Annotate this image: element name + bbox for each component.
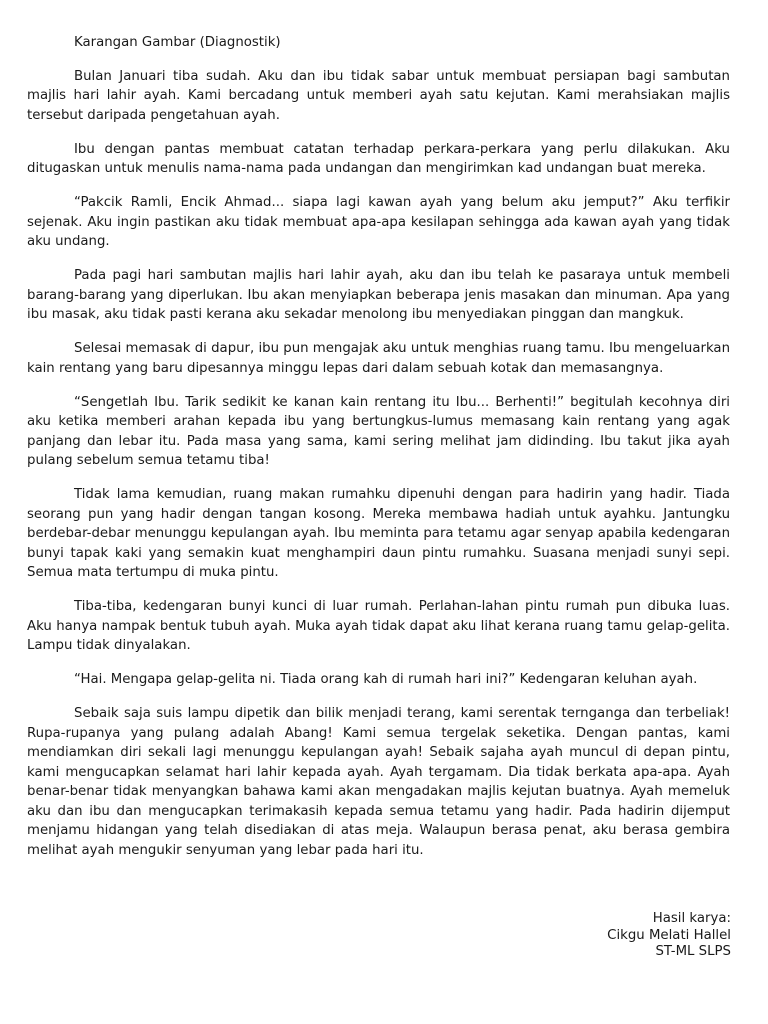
signature-label: Hasil karya: (652, 911, 731, 926)
paragraph-8: Tiba-tiba, kedengaran bunyi kunci di luar rumah. Perlahan-lahan pintu rumah pun dibuka luas. Aku hanya nampak bentuk tubuh ayah. Muka ayah tidak dapat aku lihat kerana ruang tamu gelap-gelita. Lampu tidak dinyalakan. (27, 599, 730, 653)
paragraph-5: Selesai memasak di dapur, ibu pun mengajak aku untuk menghias ruang tamu. Ibu mengeluarkan kain rentang yang baru dipesannya minggu lepas dari dalam sebuah kotak dan memasangnya. (27, 341, 730, 376)
signature-organization: ST-ML SLPS (655, 944, 731, 959)
paragraph-6: “Sengetlah Ibu. Tarik sedikit ke kanan kain rentang itu Ibu... Berhenti!” begitulah kecohnya diri aku ketika memberi arahan kepada ibu yang bertungkus-lumus memasang kain rentang yang agak panjang dan lebar itu. Pada masa yang sama, kami sering melihat jam didinding. Ibu takut jika ayah pulang sebelum semua tetamu tiba! (27, 394, 730, 468)
paragraph-2: Ibu dengan pantas membuat catatan terhadap perkara-perkara yang perlu dilakukan. Aku ditugaskan untuk menulis nama-nama pada undangan dan mengirimkan kad undangan buat mereka. (27, 141, 730, 176)
paragraph-3: “Pakcik Ramli, Encik Ahmad... siapa lagi kawan ayah yang belum aku jemput?” Aku terfikir sejenak. Aku ingin pastikan aku tidak membuat apa-apa kesilapan sehingga ada kawan ayah yang tidak aku undang. (27, 195, 730, 249)
essay-page (27, 33, 730, 875)
paragraph-1: Bulan Januari tiba sudah. Aku dan ibu tidak sabar untuk membuat persiapan bagi sambutan majlis hari lahir ayah. Kami bercadang untuk memberi ayah satu kejutan. Kami merahsiakan majlis tersebut daripada pengetahuan ayah. (27, 68, 730, 123)
paragraph-4: Pada pagi hari sambutan majlis hari lahir ayah, aku dan ibu telah ke pasaraya untuk membeli barang-barang yang diperlukan. Ibu akan menyiapkan beberapa jenis masakan dan minuman. Apa yang ibu masak, aku tidak pasti kerana aku sekadar menolong ibu menyediakan pinggan dan mangkuk. (27, 268, 730, 322)
signature-block (607, 911, 731, 961)
signature-author: Cikgu Melati Hallel (607, 927, 731, 943)
paragraph-10: Sebaik saja suis lampu dipetik dan bilik menjadi terang, kami serentak ternganga dan terbeliak! Rupa-rupanya yang pulang adalah Abang! Kami semua tergelak seketika. Dengan pantas, kami mendiamkan diri sekali lagi menunggu kepulangan ayah! Sebaik sajaha ayah muncul di depan pintu, kami mengucapkan selamat hari lahir kepada ayah. Ayah tergamam. Dia tidak berkata apa-apa. Ayah benar-benar tidak menyangkan bahawa kami akan mengadakan majlis kejutan buatnya. Ayah memeluk aku dan ibu dan mengucapkan terimakasih kepada semua tetamu yang hadir. Pada hadirin dijemput menjamu hidangan yang telah disediakan di atas meja. Walaupun berasa penat, aku berasa gembira melihat ayah mengukir senyuman yang lebar pada hari itu. (27, 706, 730, 858)
paragraph-7: Tidak lama kemudian, ruang makan rumahku dipenuhi dengan para hadirin yang hadir. Tiada seorang pun yang hadir dengan tangan kosong. Mereka membawa hadiah untuk ayahku. Jantungku berdebar-debar menunggu kepulangan ayah. Ibu meminta para tetamu agar senyap apabila kedengaran bunyi tapak kaki yang semakin kuat menghampiri daun pintu rumahku. Suasana menjadi sunyi sepi. Semua mata tertumpu di muka pintu. (27, 487, 730, 580)
essay-title: Karangan Gambar (Diagnostik) (74, 35, 281, 50)
paragraph-9: “Hai. Mengapa gelap-gelita ni. Tiada orang kah di rumah hari ini?” Kedengaran keluhan ayah. (74, 672, 698, 687)
